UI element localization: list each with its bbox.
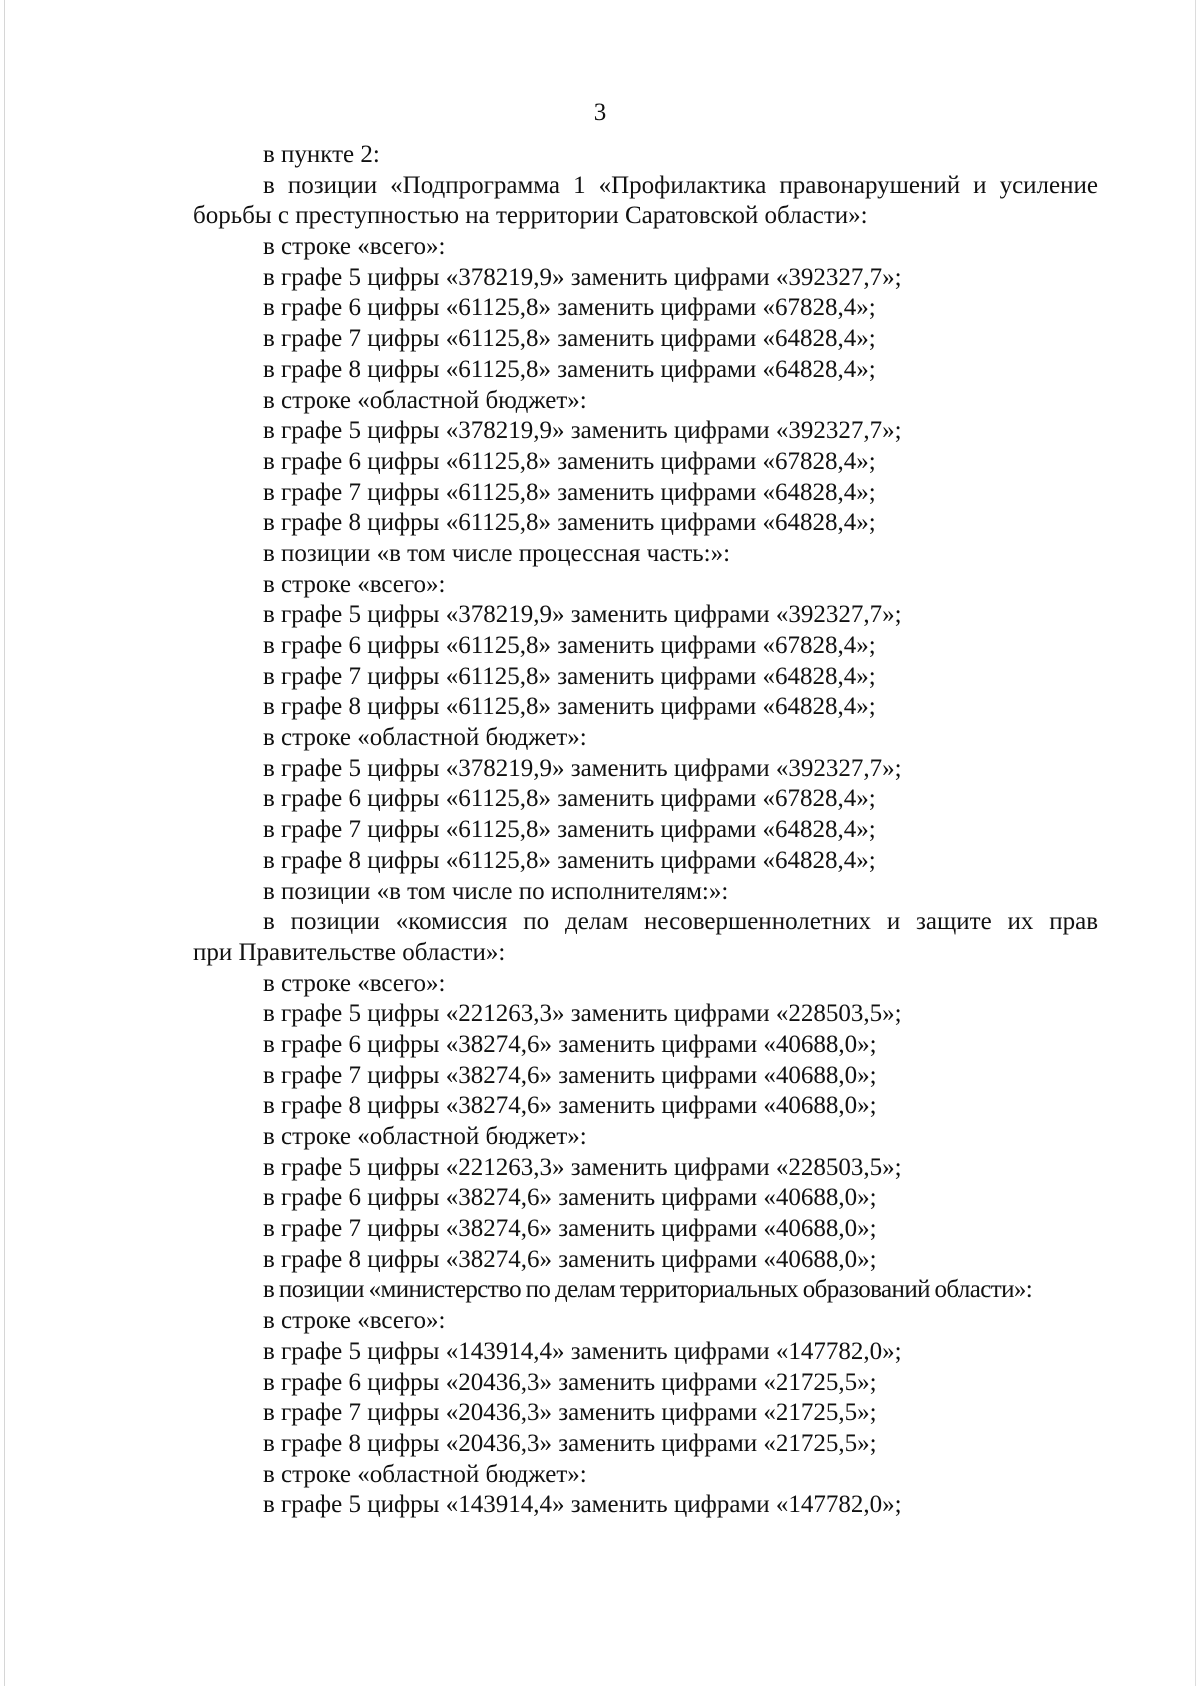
text-line: в графе 7 цифры «61125,8» заменить цифрами «64828,4»; <box>263 325 876 353</box>
text-line: в пункте 2: <box>263 141 380 168</box>
text-line: в графе 8 цифры «38274,6» заменить цифрами «40688,0»; <box>263 1245 877 1273</box>
text-line: в графе 7 цифры «38274,6» заменить цифрами «40688,0»; <box>263 1061 877 1089</box>
text-line: в графе 6 цифры «61125,8» заменить цифрами «67828,4»; <box>263 785 876 813</box>
text-line: в строке «всего»: <box>263 969 446 997</box>
text-line: в графе 5 цифры «378219,9» заменить цифрами «392327,7»; <box>263 754 902 782</box>
text-line: в строке «областной бюджет»: <box>263 1123 587 1150</box>
text-line: в позиции «комиссия по делам несовершеннолетних и защите их прав <box>263 908 1098 936</box>
text-line: в графе 6 цифры «61125,8» заменить цифрами «67828,4»; <box>263 632 876 659</box>
text-line: в графе 7 цифры «20436,3» заменить цифрами «21725,5»; <box>263 1399 877 1427</box>
text-line: в графе 5 цифры «221263,3» заменить цифрами «228503,5»; <box>263 1000 902 1028</box>
text-line: в графе 6 цифры «38274,6» заменить цифрами «40688,0»; <box>263 1030 877 1058</box>
text-line: в графе 8 цифры «61125,8» заменить цифрами «64828,4»; <box>263 846 876 874</box>
page-number: 3 <box>593 99 607 126</box>
page-edge-right <box>1195 0 1196 1686</box>
text-line: в графе 6 цифры «61125,8» заменить цифрами «67828,4»; <box>263 294 876 322</box>
text-line: в графе 5 цифры «378219,9» заменить цифрами «392327,7»; <box>263 417 902 445</box>
text-line: в строке «областной бюджет»: <box>263 386 587 414</box>
text-line: в строке «областной бюджет»: <box>263 724 587 752</box>
text-line: в графе 7 цифры «38274,6» заменить цифрами «40688,0»; <box>263 1215 877 1243</box>
text-line: борьбы с преступностью на территории Саратовской области»: <box>193 202 868 230</box>
page-edge-left <box>4 0 5 1686</box>
text-line: в графе 5 цифры «378219,9» заменить цифрами «392327,7»; <box>263 601 902 629</box>
text-line: в строке «областной бюджет»: <box>263 1460 587 1488</box>
text-line: в графе 5 цифры «221263,3» заменить цифрами «228503,5»; <box>263 1153 902 1181</box>
text-line: в графе 8 цифры «61125,8» заменить цифрами «64828,4»; <box>263 509 876 537</box>
text-line: в позиции «в том числе по исполнителям:»: <box>263 877 729 905</box>
text-line: в графе 7 цифры «61125,8» заменить цифрами «64828,4»; <box>263 662 876 690</box>
text-line: в позиции «Подпрограмма 1 «Профилактика правонарушений и усиление <box>263 171 1098 199</box>
text-line: в строке «всего»: <box>263 1307 446 1335</box>
text-line: в позиции «в том числе процессная часть:»: <box>263 539 731 567</box>
text-line: в графе 6 цифры «20436,3» заменить цифрами «21725,5»; <box>263 1368 877 1396</box>
text-line: в графе 8 цифры «20436,3» заменить цифрами «21725,5»; <box>263 1429 877 1457</box>
text-line: в графе 5 цифры «143914,4» заменить цифрами «147782,0»; <box>263 1337 902 1365</box>
text-line: в позиции «министерство по делам территориальных образований области»: <box>263 1276 1033 1304</box>
text-line: в графе 7 цифры «61125,8» заменить цифрами «64828,4»; <box>263 816 876 844</box>
text-line: в графе 7 цифры «61125,8» заменить цифрами «64828,4»; <box>263 478 876 506</box>
text-line: в графе 6 цифры «61125,8» заменить цифрами «67828,4»; <box>263 447 876 475</box>
text-line: в графе 5 цифры «143914,4» заменить цифрами «147782,0»; <box>263 1491 902 1519</box>
text-line: при Правительстве области»: <box>193 938 506 966</box>
text-line: в графе 8 цифры «61125,8» заменить цифрами «64828,4»; <box>263 693 876 721</box>
text-line: в графе 8 цифры «38274,6» заменить цифрами «40688,0»; <box>263 1092 877 1120</box>
text-line: в графе 5 цифры «378219,9» заменить цифрами «392327,7»; <box>263 263 902 291</box>
text-line: в графе 6 цифры «38274,6» заменить цифрами «40688,0»; <box>263 1184 877 1212</box>
document-body <box>193 140 1098 1521</box>
text-line: в графе 8 цифры «61125,8» заменить цифрами «64828,4»; <box>263 355 876 383</box>
text-line: в строке «всего»: <box>263 233 446 261</box>
text-line: в строке «всего»: <box>263 570 446 598</box>
